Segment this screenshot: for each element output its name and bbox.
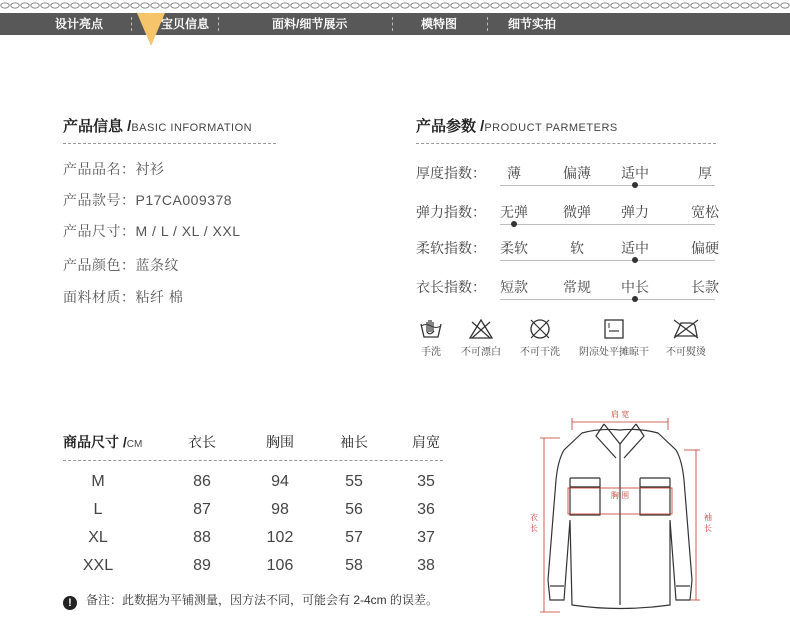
care-label: 不可漂白 <box>461 347 501 358</box>
size-cell-value: 57 <box>345 529 363 546</box>
length-label-top: 衣 <box>530 513 538 522</box>
top-nav <box>0 13 790 35</box>
no-bleach-icon <box>468 318 494 340</box>
size-header-sleeve: 袖长 <box>340 434 368 450</box>
care-dry-flat <box>578 318 650 358</box>
size-cell-label: XL <box>88 529 108 546</box>
param-scale-line <box>500 299 715 300</box>
nav-item-info[interactable]: 宝贝信息 <box>161 17 210 31</box>
param-selected-dot <box>632 182 638 188</box>
size-table-unit: CM <box>126 439 143 450</box>
size-cell-value: 88 <box>193 529 211 546</box>
size-cell-label: XXL <box>82 557 114 574</box>
param-option: 偏硬 <box>691 240 719 256</box>
param-selected-dot <box>632 296 638 302</box>
care-no-bleach <box>458 318 504 358</box>
param-option: 厚 <box>698 165 712 181</box>
param-scale-line <box>500 224 715 225</box>
param-scale-line <box>500 185 715 186</box>
measurement-note <box>63 591 438 610</box>
size-cell-value: 36 <box>417 501 435 518</box>
param-option: 柔软 <box>500 240 528 256</box>
param-option: 薄 <box>507 165 521 181</box>
care-no-dry-clean <box>517 318 563 358</box>
param-option: 宽松 <box>691 204 719 220</box>
nav-divider <box>392 17 393 31</box>
basic-info-title <box>63 115 252 136</box>
param-label: 厚度指数： <box>416 165 486 181</box>
param-option: 常规 <box>563 279 591 295</box>
care-no-iron <box>663 318 709 358</box>
info-row-style-no: 产品款号：P17CA009378 <box>63 192 233 208</box>
size-cell-value: 58 <box>345 557 363 574</box>
chest-label: 胸 围 <box>610 491 630 500</box>
params-title <box>416 115 618 136</box>
no-dry-clean-icon <box>527 318 553 340</box>
size-table-divider <box>63 460 443 461</box>
basic-info-divider <box>63 143 276 144</box>
size-table-heading: 商品尺寸 / <box>63 434 127 450</box>
size-cell-value: 89 <box>193 557 211 574</box>
length-label-bottom: 长 <box>530 524 538 533</box>
size-header-length: 衣长 <box>188 434 216 450</box>
size-cell-value: 56 <box>345 501 363 518</box>
care-label: 不可干洗 <box>520 347 560 358</box>
size-header-chest: 胸围 <box>266 434 294 450</box>
param-option: 弹力 <box>621 204 649 220</box>
info-row-sizes: 产品尺寸：M / L / XL / XXL <box>63 223 241 239</box>
size-cell-value: 55 <box>345 473 363 490</box>
param-option: 长款 <box>691 279 719 295</box>
nav-divider <box>487 17 488 31</box>
care-label: 阴凉处平摊晾干 <box>579 347 649 358</box>
info-row-material: 面料材质：粘纤 棉 <box>63 289 184 305</box>
size-cell-value: 35 <box>417 473 435 490</box>
params-subtitle: PRODUCT PARMETERS <box>484 122 618 134</box>
no-iron-icon <box>671 318 701 340</box>
param-scale-line <box>500 260 715 261</box>
care-label: 不可熨烫 <box>666 347 706 358</box>
size-cell-value: 102 <box>266 529 294 546</box>
dry-flat-shade-icon <box>601 318 627 340</box>
nav-divider <box>131 17 132 31</box>
param-label: 衣长指数： <box>416 279 486 295</box>
param-option: 适中 <box>621 240 649 256</box>
nav-item-fabric[interactable]: 面料/细节展示 <box>272 17 348 31</box>
size-header-shoulder: 肩宽 <box>412 434 440 450</box>
param-selected-dot <box>632 257 638 263</box>
param-option: 适中 <box>621 165 649 181</box>
shoulder-label: 肩 宽 <box>610 410 630 419</box>
size-cell-value: 94 <box>271 473 289 490</box>
param-selected-dot <box>511 221 517 227</box>
size-cell-label: L <box>93 501 103 518</box>
shirt-outline-icon <box>548 424 692 609</box>
basic-info-heading: 产品信息 / <box>63 118 132 135</box>
params-divider <box>416 143 716 144</box>
param-label: 弹力指数： <box>416 204 486 220</box>
size-cell-value: 106 <box>266 557 294 574</box>
param-option: 无弹 <box>500 204 528 220</box>
basic-info-subtitle: BASIC INFORMATION <box>131 122 253 134</box>
param-option: 短款 <box>500 279 528 295</box>
info-row-name: 产品品名：衬衫 <box>63 161 165 177</box>
param-option: 微弹 <box>563 204 591 220</box>
note-text: 备注：此数据为平铺测量，因方法不同，可能会有 2-4cm 的误差。 <box>86 593 439 607</box>
size-table-title <box>63 432 142 452</box>
care-hand-wash <box>417 318 445 358</box>
param-option: 软 <box>570 240 584 256</box>
nav-item-details[interactable]: 细节实拍 <box>508 17 557 31</box>
nav-divider <box>218 17 219 31</box>
chain-border <box>0 2 790 9</box>
size-cell-value: 87 <box>193 501 211 518</box>
nav-item-design[interactable]: 设计亮点 <box>55 17 104 31</box>
param-option: 中长 <box>621 279 649 295</box>
hand-wash-icon <box>418 318 444 340</box>
sleeve-label-bottom: 长 <box>704 524 712 533</box>
nav-item-model[interactable]: 模特图 <box>421 17 458 31</box>
size-cell-value: 86 <box>193 473 211 490</box>
active-tab-marker-icon <box>137 13 165 46</box>
warning-icon: ! <box>63 596 77 610</box>
param-option: 偏薄 <box>563 165 591 181</box>
size-cell-label: M <box>91 473 105 490</box>
param-label: 柔软指数： <box>416 240 486 256</box>
size-cell-value: 38 <box>417 557 435 574</box>
size-cell-value: 37 <box>417 529 435 546</box>
info-row-color: 产品颜色：蓝条纹 <box>63 257 179 273</box>
care-label: 手洗 <box>421 347 441 358</box>
params-heading: 产品参数 / <box>416 118 485 135</box>
sleeve-label-top: 袖 <box>704 513 712 522</box>
shirt-measurement-diagram <box>520 400 720 620</box>
size-cell-value: 98 <box>271 501 289 518</box>
